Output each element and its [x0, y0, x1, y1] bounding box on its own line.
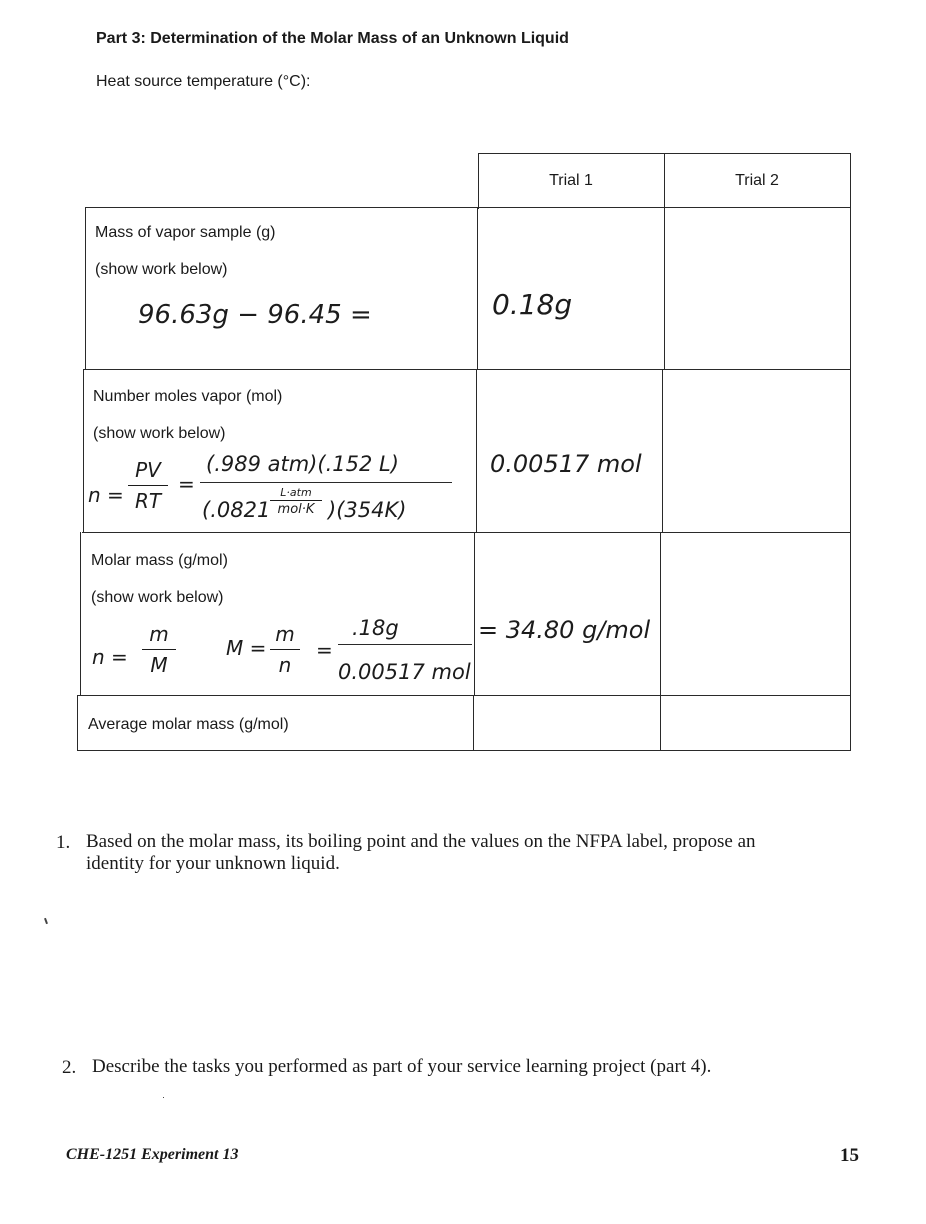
average-row-label: Average molar mass (g/mol) — [88, 716, 289, 733]
moles-work-temperature: )(354K) — [328, 498, 407, 522]
molar-row-label: Molar mass (g/mol) — [91, 552, 228, 569]
question-2-number: 2. — [62, 1057, 77, 1078]
moles-work-r-unit-bottom: mol·K — [277, 502, 315, 518]
question-1-number: 1. — [56, 832, 71, 853]
molar-work-M: M — [150, 653, 168, 678]
moles-work-equals: = — [178, 472, 195, 496]
question-1-text — [86, 831, 756, 875]
moles-work-r-unit — [270, 486, 322, 517]
molar-work-m2: m — [275, 622, 295, 646]
question-1-line-1: Based on the molar mass, its boiling point and the values on the NFPA label, propose an — [86, 831, 756, 852]
molar-work-numerator: .18g — [352, 616, 399, 640]
moles-work-pv-over-rt — [128, 458, 168, 513]
page-title: Part 3: Determination of the Molar Mass of an Unknown Liquid — [96, 30, 569, 47]
molar-work-m-over-n — [270, 622, 300, 677]
mass-work: 96.63g − 96.45 = — [138, 300, 372, 330]
moles-row-sublabel: (show work below) — [93, 425, 226, 442]
question-1-line-2: identity for your unknown liquid. — [86, 853, 340, 874]
page-number: 15 — [840, 1145, 859, 1166]
column-header-trial-2: Trial 2 — [735, 172, 779, 189]
molar-work-denominator: 0.00517 mol — [338, 660, 471, 684]
mass-row-label: Mass of vapor sample (g) — [95, 224, 276, 241]
moles-work-r-unit-top: L·atm — [280, 486, 312, 499]
footer-course: CHE-1251 Experiment 13 — [66, 1146, 239, 1163]
moles-work-numerator: (.989 atm)(.152 L) — [206, 452, 399, 476]
column-header-trial-1: Trial 1 — [549, 172, 593, 189]
molar-work-n-equals: n = — [92, 645, 128, 669]
mass-row-sublabel: (show work below) — [95, 261, 228, 278]
scan-speck — [44, 918, 48, 924]
moles-work-r-value: (.0821 — [202, 498, 271, 522]
mass-trial-1-value: 0.18g — [492, 288, 573, 321]
molar-work-n: n — [278, 653, 292, 678]
molar-work-M-equals: M = — [226, 636, 267, 660]
molar-work-m: m — [149, 622, 169, 646]
molar-row-sublabel: (show work below) — [91, 589, 224, 606]
molar-work-m-over-M — [142, 622, 176, 677]
moles-work-rt: RT — [134, 489, 162, 514]
question-2-text: Describe the tasks you performed as part of your service learning project (part 4). — [92, 1056, 712, 1077]
molar-work-equals: = — [316, 638, 333, 662]
moles-work-pv: PV — [135, 458, 161, 482]
heat-source-label: Heat source temperature (°C): — [96, 73, 311, 90]
scan-dot — [163, 1097, 164, 1098]
moles-row-label: Number moles vapor (mol) — [93, 388, 283, 405]
moles-work-n-equals: n = — [88, 483, 124, 507]
moles-trial-1-value: 0.00517 mol — [490, 450, 642, 478]
molar-trial-1-value: = 34.80 g/mol — [478, 616, 651, 644]
